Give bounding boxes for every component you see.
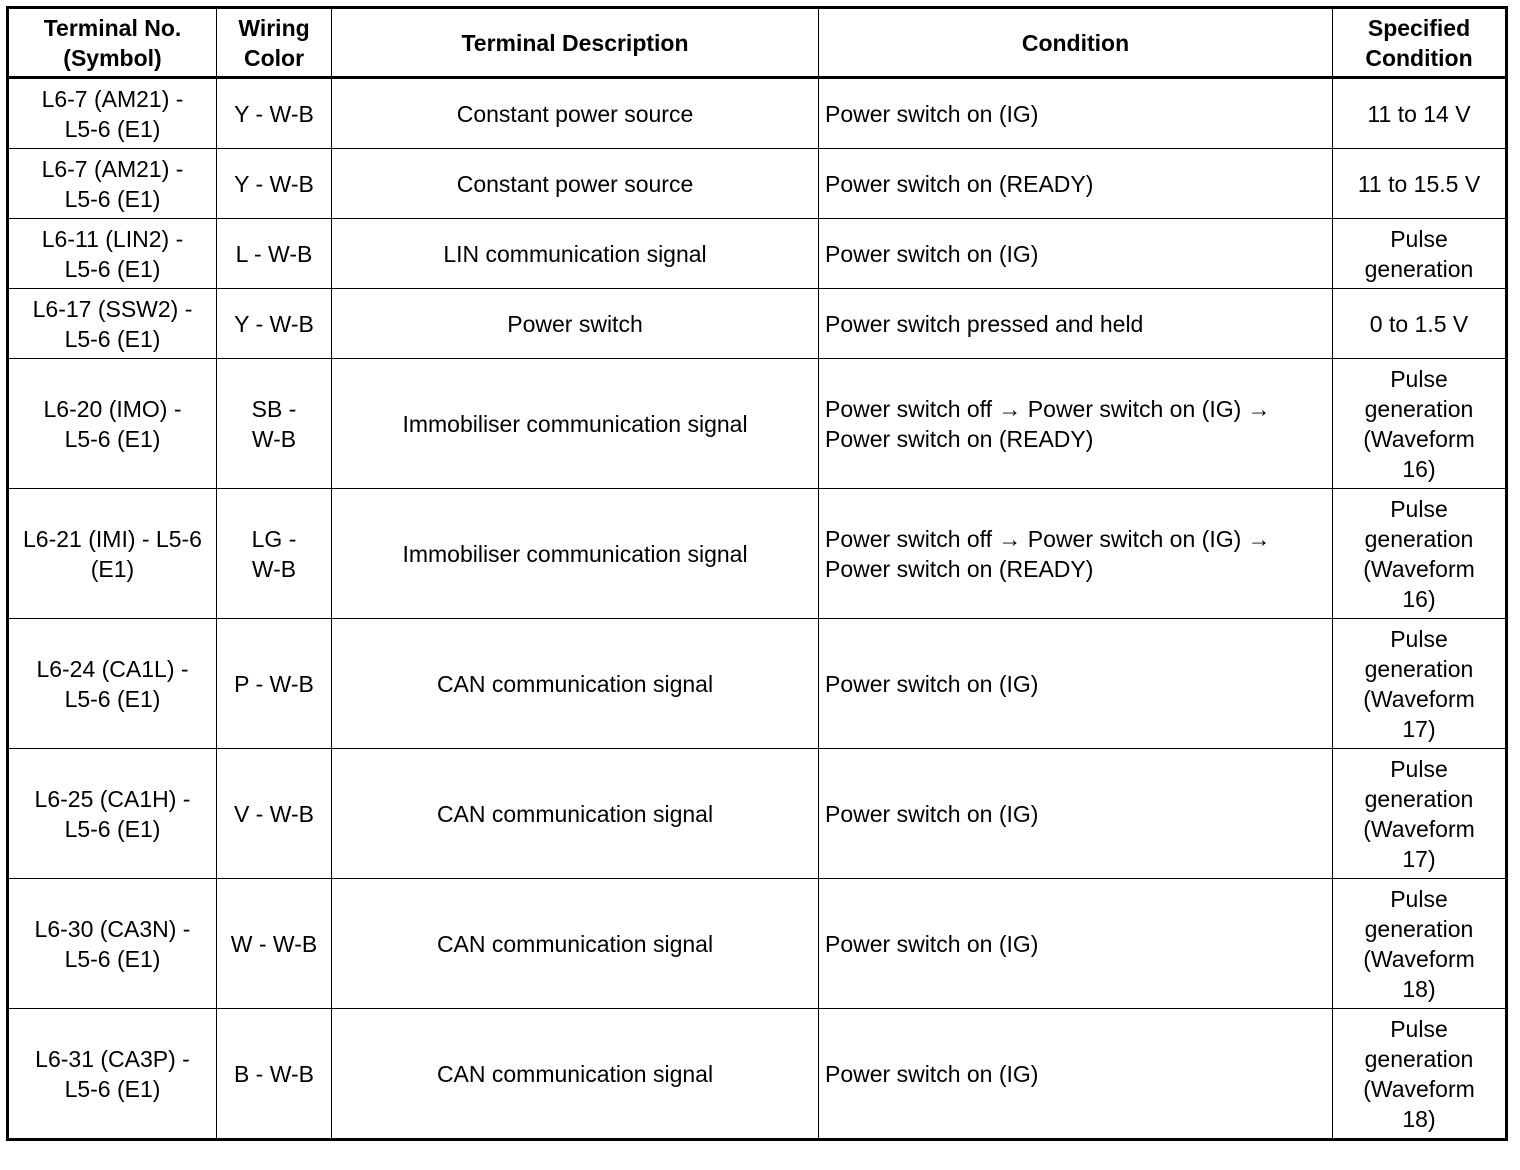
wiring-color-cell: W - W-B [217, 879, 332, 1009]
description-cell: Constant power source [332, 78, 819, 149]
condition-cell: Power switch pressed and held [819, 289, 1333, 359]
terminal-cell: L6-20 (IMO) - L5-6 (E1) [8, 359, 217, 489]
specified-condition-cell: Pulse generation (Waveform 18) [1333, 1009, 1507, 1140]
terminal-cell: L6-21 (IMI) - L5-6 (E1) [8, 489, 217, 619]
description-cell: Immobiliser communication signal [332, 489, 819, 619]
wiring-color-cell: P - W-B [217, 619, 332, 749]
specified-condition-cell: Pulse generation (Waveform 16) [1333, 359, 1507, 489]
description-cell: Immobiliser communication signal [332, 359, 819, 489]
wiring-color-cell: V - W-B [217, 749, 332, 879]
terminal-spec-table [6, 6, 1508, 1141]
table-body [8, 78, 1507, 1140]
condition-cell: Power switch off → Power switch on (IG) → Power switch on (READY) [819, 489, 1333, 619]
specified-condition-cell: Pulse generation (Waveform 16) [1333, 489, 1507, 619]
header-specified-condition: Specified Condition [1333, 8, 1507, 78]
table-row [8, 289, 1507, 359]
header-condition: Condition [819, 8, 1333, 78]
terminal-cell: L6-11 (LIN2) - L5-6 (E1) [8, 219, 217, 289]
header-terminal-description: Terminal Description [332, 8, 819, 78]
condition-cell: Power switch on (IG) [819, 619, 1333, 749]
condition-cell: Power switch on (IG) [819, 219, 1333, 289]
description-cell: CAN communication signal [332, 619, 819, 749]
table-row [8, 359, 1507, 489]
description-cell: Constant power source [332, 149, 819, 219]
specified-condition-cell: Pulse generation (Waveform 17) [1333, 749, 1507, 879]
description-cell: LIN communication signal [332, 219, 819, 289]
terminal-cell: L6-7 (AM21) - L5-6 (E1) [8, 149, 217, 219]
specified-condition-cell: 11 to 15.5 V [1333, 149, 1507, 219]
wiring-color-cell: Y - W-B [217, 78, 332, 149]
header-terminal: Terminal No. (Symbol) [8, 8, 217, 78]
header-row [8, 8, 1507, 78]
description-cell: CAN communication signal [332, 749, 819, 879]
condition-cell: Power switch on (READY) [819, 149, 1333, 219]
terminal-cell: L6-30 (CA3N) - L5-6 (E1) [8, 879, 217, 1009]
wiring-color-cell: SB - W-B [217, 359, 332, 489]
specified-condition-cell: Pulse generation (Waveform 18) [1333, 879, 1507, 1009]
table-row [8, 78, 1507, 149]
wiring-color-cell: Y - W-B [217, 289, 332, 359]
description-cell: CAN communication signal [332, 1009, 819, 1140]
table-row [8, 749, 1507, 879]
specified-condition-cell: 0 to 1.5 V [1333, 289, 1507, 359]
terminal-cell: L6-25 (CA1H) - L5-6 (E1) [8, 749, 217, 879]
description-cell: Power switch [332, 289, 819, 359]
table-row [8, 619, 1507, 749]
table-row [8, 1009, 1507, 1140]
terminal-cell: L6-24 (CA1L) - L5-6 (E1) [8, 619, 217, 749]
specified-condition-cell: Pulse generation (Waveform 17) [1333, 619, 1507, 749]
table-row [8, 149, 1507, 219]
specified-condition-cell: 11 to 14 V [1333, 78, 1507, 149]
condition-cell: Power switch on (IG) [819, 1009, 1333, 1140]
terminal-cell: L6-17 (SSW2) - L5-6 (E1) [8, 289, 217, 359]
wiring-color-cell: B - W-B [217, 1009, 332, 1140]
terminal-cell: L6-31 (CA3P) - L5-6 (E1) [8, 1009, 217, 1140]
table-row [8, 219, 1507, 289]
condition-cell: Power switch on (IG) [819, 749, 1333, 879]
condition-cell: Power switch on (IG) [819, 78, 1333, 149]
wiring-color-cell: Y - W-B [217, 149, 332, 219]
condition-cell: Power switch off → Power switch on (IG) → Power switch on (READY) [819, 359, 1333, 489]
wiring-color-cell: LG - W-B [217, 489, 332, 619]
header-wiring-color: Wiring Color [217, 8, 332, 78]
condition-cell: Power switch on (IG) [819, 879, 1333, 1009]
wiring-color-cell: L - W-B [217, 219, 332, 289]
table-row [8, 489, 1507, 619]
terminal-cell: L6-7 (AM21) - L5-6 (E1) [8, 78, 217, 149]
specified-condition-cell: Pulse generation [1333, 219, 1507, 289]
table-row [8, 879, 1507, 1009]
description-cell: CAN communication signal [332, 879, 819, 1009]
